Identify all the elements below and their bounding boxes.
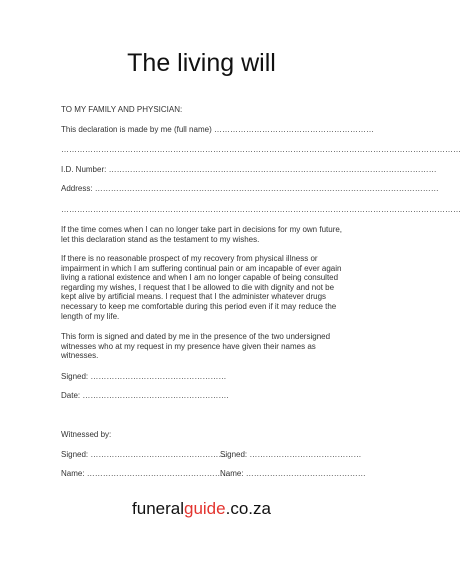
dotted-line-1: …………………………………………………………………………………………………………………………………… — [61, 145, 461, 154]
witness-2-signed-line: Signed: …………………………………… — [220, 450, 362, 459]
addressee-line: TO MY FAMILY AND PHYSICIAN: — [61, 105, 183, 114]
dotted-line-2: …………………………………………………………………………………………………………………………………… — [61, 205, 461, 214]
paragraph-no-recovery: If there is no reasonable prospect of my recovery from physical illness or impairment in which I am suffering continual pain or am incapable of ever again living a rational existence and when I am no longer capable of being consulted regarding my wishes, I request that I be allowed to die with dignity and not be kept alive by artificial means. I request that I the administer whatever drugs necessary to keep me comfortable during this period even if it may reduce the length of my life. — [61, 254, 342, 321]
witness-1-signed-line: Signed: …………………………………………… — [61, 450, 227, 459]
logo-guide-text: guide — [184, 499, 226, 518]
document-title: The living will — [127, 49, 276, 77]
witnessed-by-label: Witnessed by: — [61, 430, 112, 439]
paragraph-witnesses: This form is signed and dated by me in the presence of the two undersigned witnesses who at my request in my presence have given their names as witnesses. — [61, 332, 331, 361]
declaration-line: This declaration is made by me (full name) …………………………………………………… — [61, 125, 374, 134]
paragraph-future-decisions: If the time comes when I can no longer take part in decisions for my own future, let this declaration stand as the testament to my wishes. — [61, 225, 343, 244]
logo-funeral-text: funeral — [132, 499, 184, 518]
address-line: Address: ………………………………………………………………………………………………………………… — [61, 184, 439, 193]
witness-1-name-line: Name: ……………………………………………… — [61, 469, 231, 478]
logo-domain-text: .co.za — [225, 499, 271, 518]
witness-2-name-line: Name: ……………………………………… — [220, 469, 366, 478]
funeralguide-logo — [0, 498, 403, 520]
date-line: Date: ………………………………………………. — [61, 391, 229, 400]
signed-line: Signed: …………………………………………… — [61, 372, 227, 381]
id-number-line: I.D. Number: …………………………………………………………………………………………………………… — [61, 165, 437, 174]
